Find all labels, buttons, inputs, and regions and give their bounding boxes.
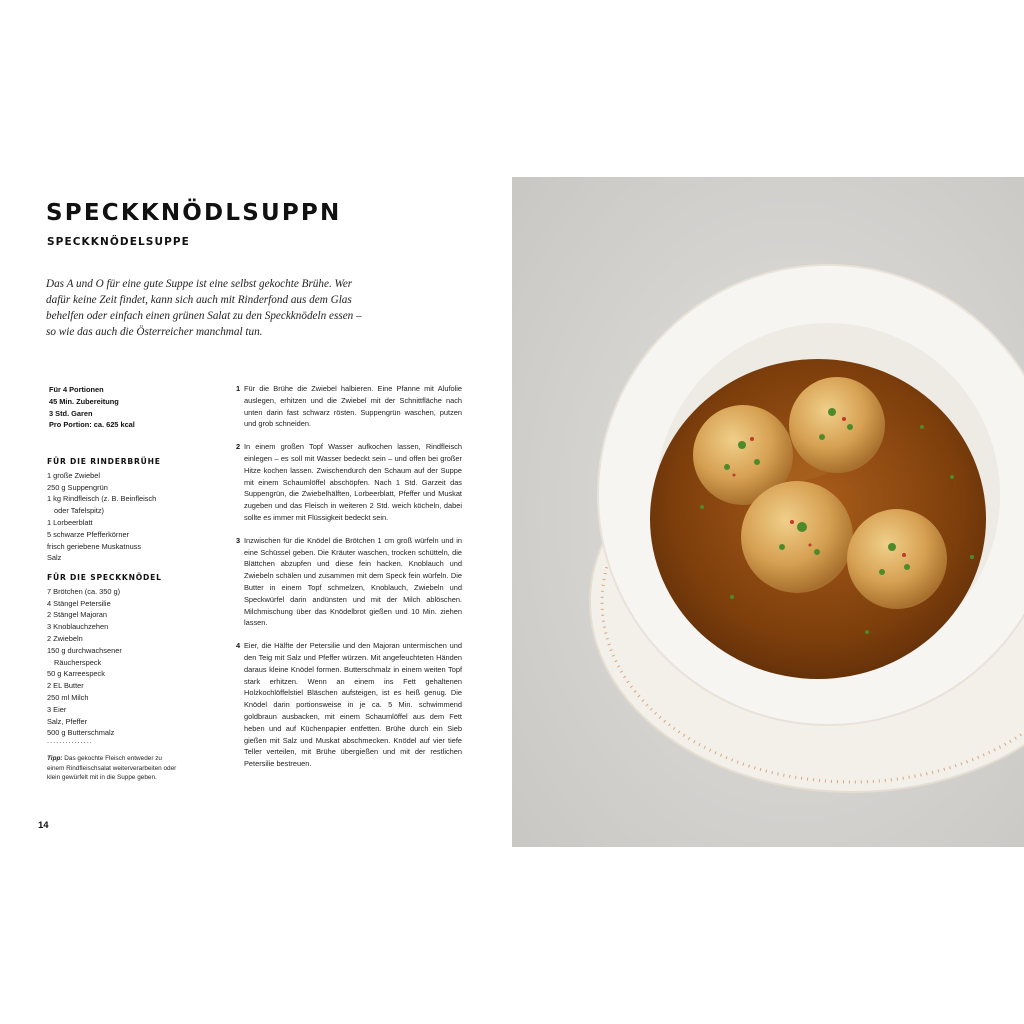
- step-number: 2: [236, 442, 241, 452]
- ingredient-item: 1 Lorbeerblatt: [47, 517, 93, 527]
- ingredient-item: Salz, Pfeffer: [47, 716, 88, 726]
- step-text: Für die Brühe die Zwiebel halbieren. Eine Pfanne mit Alufolie auslegen, erhitzen und die Zwiebel mit der Schnittfläche nach unten darin fast schwarz rösten. Suppengrün waschen, putzen und grob schneiden.: [244, 384, 462, 429]
- step-text: Inzwischen für die Knödel die Brötchen 1 cm groß würfeln und in eine Schüssel geben. Die Kräuter waschen, trocken schütteln, die Blättchen abzupfen und diese fein hacken. Knoblauch und Zwiebeln schälen und zusammen mit dem Speck fein würfeln. Die Butter in einem Topf schmelzen, Knoblauch, Zwiebeln und Speckwürfel darin andünsten und mit der Milch ablöschen. Milchmischung über das Knödelbrot gießen und 10 Min. ziehen lassen.: [244, 535, 462, 628]
- step-text: Eier, die Hälfte der Petersilie und den Majoran untermischen und den Teig mit Salz und Pfeffer würzen. Mit angefeuchteten Händen daraus kleine Knödel formen. Butterschmalz in einem weiten Topf stark erhitzen. Wenn an einem ins Fett gehaltenen Holzkochlöffelstiel Bläschen aufsteigen, ist es heiß genug. Die Knödel darin portionsweise in je ca. 5 Min. schwimmend goldbraun ausbacken, mit einem Schaumlöffel aus dem Fett heben und auf Küchenpapier entfetten. Brühe durch ein Sieb gießen mit Salz und Muskat abschmecken. Knödel auf vier tiefe Teller verteilen, mit Brühe übergießen und mit der restlichen Petersilie bestreuen.: [244, 641, 462, 769]
- dumpling: [789, 377, 885, 473]
- ingredient-item: 2 Zwiebeln: [47, 633, 83, 643]
- ingredient-item: 250 ml Milch: [47, 692, 89, 702]
- ingredient-item: 3 Eier: [47, 704, 67, 714]
- prep-time: 45 Min. Zubereitung: [49, 396, 119, 406]
- ingredient-item: 2 EL Butter: [47, 681, 84, 691]
- step-1: [236, 383, 462, 430]
- portions: Für 4 Portionen: [49, 385, 104, 394]
- broth-heading: FÜR DIE RINDERBRÜHE: [47, 457, 161, 466]
- soup-photo: [512, 177, 1024, 847]
- step-number: 1: [236, 384, 241, 393]
- step-3: [236, 535, 462, 629]
- ingredient-item: 1 große Zwiebel: [47, 470, 100, 480]
- tip-box: [47, 754, 177, 783]
- dumpling-ingredients: [47, 572, 162, 739]
- ingredient-item: 150 g durchwachsener: [47, 645, 122, 655]
- dumpling: [741, 481, 853, 593]
- step-number: 3: [236, 535, 241, 545]
- ingredient-item: 3 Knoblauchzehen: [47, 622, 109, 632]
- ingredient-item: Salz: [47, 553, 62, 563]
- step-4: [236, 640, 462, 770]
- dotted-separator: ...............: [47, 736, 93, 745]
- ingredient-item: frisch geriebene Muskatnuss: [47, 541, 142, 551]
- ingredient-item: oder Tafelspitz): [54, 506, 104, 516]
- ingredient-item: Räucherspeck: [54, 657, 102, 667]
- calories: Pro Portion: ca. 625 kcal: [49, 420, 135, 430]
- ingredient-item: 5 schwarze Pfefferkörner: [47, 529, 130, 539]
- tip-text: Das gekochte Fleisch entweder zu einem Rindfleischsalat weiterverarbeiten oder klein gewürfelt mit in die Suppe geben.: [47, 755, 177, 782]
- ingredient-item: 7 Brötchen (ca. 350 g): [47, 586, 121, 596]
- ingredient-item: 2 Stängel Majoran: [47, 610, 107, 620]
- recipe-subtitle: SPECKKNÖDELSUPPE: [47, 236, 190, 248]
- dumpling: [847, 509, 947, 609]
- step-number: 4: [236, 641, 241, 651]
- ingredient-item: 4 Stängel Petersilie: [47, 598, 111, 608]
- step-2: [236, 441, 462, 524]
- ingredient-item: 50 g Karreespeck: [47, 669, 105, 679]
- ingredient-item: 1 kg Rindfleisch (z. B. Beinfleisch: [47, 494, 157, 504]
- recipe-meta: [49, 384, 135, 431]
- cook-time: 3 Std. Garen: [49, 408, 93, 418]
- broth-ingredients: [47, 456, 161, 564]
- dumpling-heading: FÜR DIE SPECKKNÖDEL: [47, 573, 162, 582]
- recipe-title: SPECKKNÖDLSUPPN: [46, 200, 342, 226]
- instructions: [236, 383, 462, 781]
- recipe-intro: Das A und O für eine gute Suppe ist eine selbst gekochte Brühe. Wer dafür keine Zeit findet, kann sich auch mit Rinderfond aus dem Glas behelfen oder einfach einen grünen Salat zu den Speckknödeln essen – so wie das auch die Österreicher manchmal tun.: [46, 278, 362, 338]
- step-text: In einem großen Topf Wasser aufkochen lassen, Rindfleisch einlegen – es soll mit Wasser bedeckt sein – und offen bei großer Hitze kochen lassen. Zwischendurch den Schaum auf der Suppe mit einem Schaumlöffel abschöpfen. Nach 1 Std. Garzeit das Suppengrün, die Zwiebelhälften, Lorbeerblatt, Pfeffer und Muskat zugeben und das Fleisch in weiteren 2 Std. weich köcheln, dabei sollte es immer mit Flüssigkeit bedeckt sein.: [244, 442, 462, 522]
- ingredient-item: 500 g Butterschmalz: [47, 728, 115, 738]
- page-number: 14: [38, 820, 49, 831]
- tip-label: Tipp:: [47, 755, 63, 762]
- soup-illustration: [512, 177, 1024, 847]
- ingredient-item: 250 g Suppengrün: [47, 482, 108, 492]
